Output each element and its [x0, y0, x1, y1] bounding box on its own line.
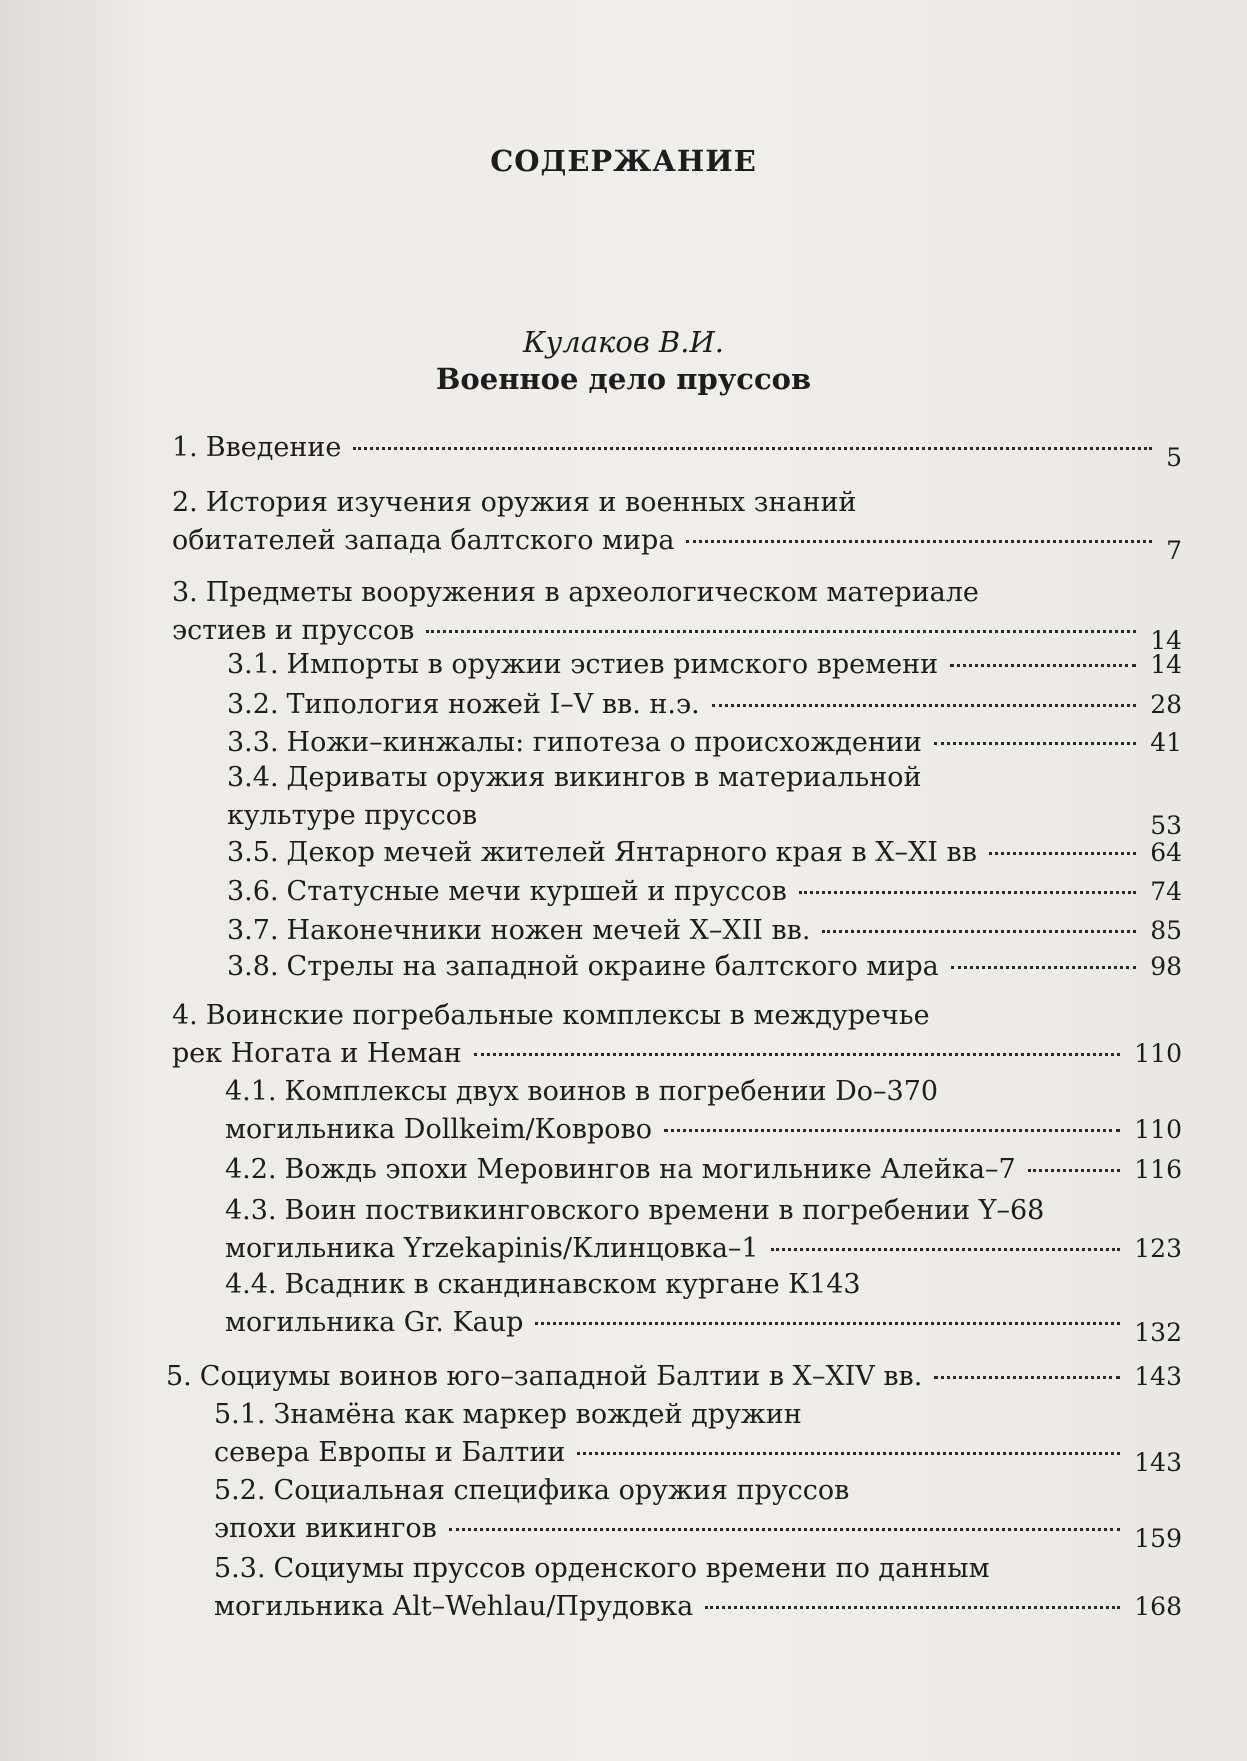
entry-number: 3.1. [227, 649, 279, 680]
author-name: Кулаков В.И. [523, 325, 724, 359]
entry-page: 85 [1150, 916, 1182, 945]
entry-page: 168 [1134, 1592, 1182, 1621]
entry-title: Стрелы на западной окраине балтского мира [286, 951, 939, 982]
entry-number: 3.5. [227, 837, 279, 868]
entry-page: 14 [1150, 650, 1182, 679]
entry-page: 159 [1134, 1524, 1182, 1553]
toc-entry [214, 1396, 1182, 1477]
entry-number: 4.2. [225, 1154, 277, 1185]
entry-number: 3.6. [227, 876, 279, 907]
entry-number: 3.3. [227, 727, 279, 758]
entry-number: 4.4. [225, 1269, 277, 1300]
dot-leader [449, 1528, 1120, 1531]
dot-leader [535, 1322, 1120, 1325]
toc-entry [227, 724, 1182, 762]
entry-page: 110 [1134, 1115, 1182, 1144]
dot-leader [686, 540, 1152, 543]
entry-title-cont: обитателей запада балтского мира [172, 525, 675, 556]
dot-leader [989, 852, 1136, 855]
entry-number: 4. [172, 1000, 198, 1031]
toc-entry [227, 873, 1182, 911]
entry-title: Знамёна как маркер вождей дружин [273, 1399, 802, 1430]
entry-number: 4.1. [225, 1076, 277, 1107]
toc-entry [225, 1266, 1182, 1347]
dot-leader [474, 1053, 1121, 1056]
entry-number: 3.7. [227, 915, 279, 946]
entry-page: 123 [1134, 1234, 1182, 1263]
entry-title: Статусные мечи куршей и пруссов [286, 876, 787, 907]
entry-number: 4.3. [225, 1195, 277, 1226]
entry-title-cont: могильника Yrzekapinis/Клинцовка–1 [225, 1233, 759, 1264]
entry-title: Импорты в оружии эстиев римского времени [286, 649, 939, 680]
entry-page: 28 [1150, 690, 1182, 719]
entry-page: 143 [1134, 1448, 1182, 1477]
entry-title: Дериваты оружия викингов в материальной [286, 762, 922, 793]
dot-leader [664, 1129, 1120, 1132]
entry-title: Социальная специфика оружия пруссов [273, 1475, 850, 1506]
entry-title: Типология ножей I–V вв. н.э. [286, 689, 700, 720]
entry-page: 74 [1150, 877, 1182, 906]
dot-leader [771, 1248, 1121, 1251]
toc-entry [172, 484, 1182, 565]
toc-entry [166, 1358, 1182, 1396]
entry-page: 14 [1150, 626, 1182, 655]
entry-page: 64 [1150, 838, 1182, 867]
dot-leader [934, 742, 1136, 745]
toc-entry [214, 1472, 1182, 1553]
entry-title: Предметы вооружения в археологическом материале [205, 577, 979, 608]
entry-number: 1. [172, 432, 198, 463]
dot-leader [426, 630, 1136, 633]
dot-leader [712, 704, 1136, 707]
entry-page: 116 [1134, 1155, 1182, 1184]
toc-entry [172, 429, 1182, 472]
entry-number: 2. [172, 487, 198, 518]
entry-title: Наконечники ножен мечей X–XII вв. [286, 915, 811, 946]
entry-title-cont: могильника Alt–Wehlau/Прудовка [214, 1591, 694, 1622]
dot-leader [822, 930, 1136, 933]
entry-title: Воин поствикинговского времени в погребении Y–68 [284, 1195, 1045, 1226]
entry-title-cont: могильника Gr. Kaup [225, 1307, 524, 1338]
entry-title: Ножи–кинжалы: гипотеза о происхождении [286, 727, 922, 758]
entry-number: 3.2. [227, 689, 279, 720]
entry-number: 3.8. [227, 951, 279, 982]
toc-entry [227, 912, 1182, 950]
entry-title: Комплексы двух воинов в погребении Do–370 [284, 1076, 939, 1107]
entry-page: 5 [1166, 443, 1182, 472]
toc-entry [225, 1192, 1182, 1268]
toc-entry [172, 574, 1182, 655]
dot-leader [934, 1376, 1120, 1379]
entry-number: 5.2. [214, 1475, 266, 1506]
entry-number: 3. [172, 577, 198, 608]
toc-entry [225, 1151, 1182, 1189]
dot-leader [1028, 1169, 1121, 1172]
book-title: Военное дело пруссов [435, 362, 812, 396]
entry-title: Декор мечей жителей Янтарного края в X–XI вв [286, 837, 977, 868]
entry-title-cont: рек Ногата и Неман [172, 1038, 462, 1069]
dot-leader [799, 891, 1136, 894]
toc-entry [172, 997, 1182, 1073]
entry-number: 5.1. [214, 1399, 266, 1430]
dot-leader [950, 664, 1136, 667]
entry-number: 3.4. [227, 762, 279, 793]
entry-title: Введение [205, 432, 342, 463]
contents-heading: СОДЕРЖАНИЕ [490, 144, 757, 178]
entry-title: Вождь эпохи Меровингов на могильнике Алейка–7 [284, 1154, 1016, 1185]
entry-title-cont: севера Европы и Балтии [214, 1437, 566, 1468]
entry-page: 41 [1150, 728, 1182, 757]
entry-title-cont: эстиев и пруссов [172, 615, 415, 646]
entry-number: 5.3. [214, 1553, 266, 1584]
dot-leader [577, 1452, 1120, 1455]
dot-leader [705, 1606, 1120, 1609]
entry-title-cont: эпохи викингов [214, 1513, 437, 1544]
entry-title: Социумы воинов юго–западной Балтии в X–XIV вв. [199, 1361, 923, 1392]
entry-page: 98 [1150, 952, 1182, 981]
entry-title-cont: могильника Dollkeim/Коврово [225, 1114, 652, 1145]
entry-title-cont: культуре пруссов [227, 800, 478, 831]
entry-title: Воинские погребальные комплексы в междуречье [205, 1000, 930, 1031]
entry-page: 53 [1150, 811, 1182, 840]
entry-page: 132 [1134, 1318, 1182, 1347]
toc-entry [225, 1073, 1182, 1149]
entry-page: 110 [1134, 1039, 1182, 1068]
entry-page: 143 [1134, 1362, 1182, 1391]
toc-entry [227, 834, 1182, 872]
toc-entry [227, 948, 1182, 986]
toc-entry [214, 1550, 1182, 1626]
toc-entry [227, 759, 1182, 840]
dot-leader [951, 966, 1136, 969]
dot-leader [353, 447, 1152, 450]
entry-number: 5. [166, 1361, 192, 1392]
toc-entry [227, 686, 1182, 724]
toc-entry [227, 646, 1182, 684]
entry-title: Всадник в скандинавском кургане К143 [284, 1269, 861, 1300]
entry-page: 7 [1166, 536, 1182, 565]
entry-title: Социумы пруссов орденского времени по данным [273, 1553, 990, 1584]
entry-title: История изучения оружия и военных знаний [205, 487, 857, 518]
